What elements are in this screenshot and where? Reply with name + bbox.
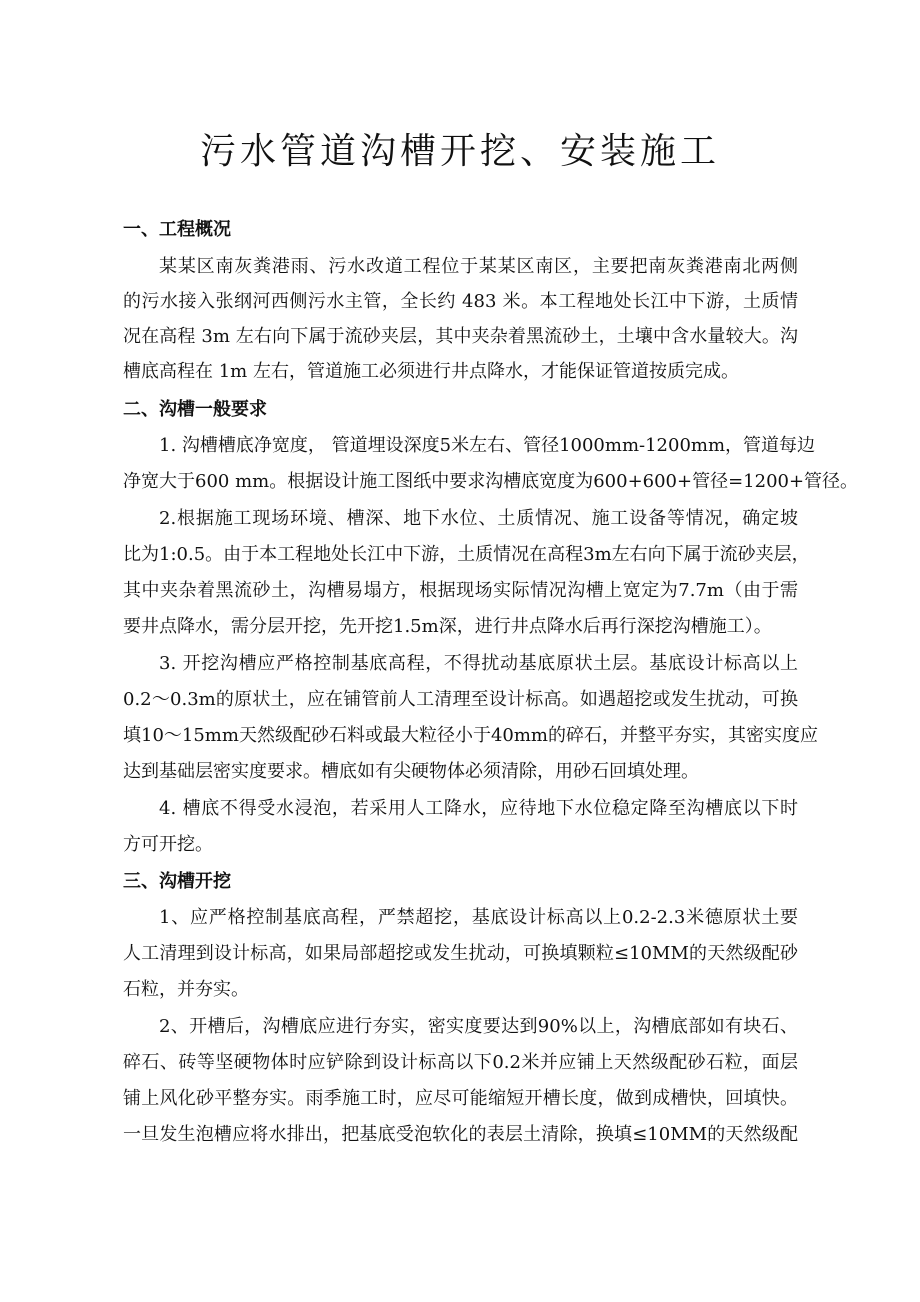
paragraph-line: 况在高程 3m 左右向下属于流砂夹层，其中夹杂着黑流砂土，土壤中含水量较大。沟: [123, 326, 798, 347]
paragraph-line: 的污水接入张纲河西侧污水主管，全长约 483 米。本工程地处长江中下游，土质情: [123, 291, 798, 312]
paragraph-line: 碎石、砖等坚硬物体时应铲除到设计标高以下0.2米并应铺上天然级配砂石粒，面层: [123, 1052, 798, 1073]
paragraph-line: 0.2～0.3m的原状土，应在铺管前人工清理至设计标高。如遇超挖或发生扰动，可换: [123, 689, 798, 710]
paragraph-line: 其中夹杂着黑流砂土，沟槽易塌方，根据现场实际情况沟槽上宽定为7.7m（由于需: [123, 580, 798, 601]
paragraph-line: 人工清理到设计标高，如果局部超挖或发生扰动，可换填颗粒≤10MM的天然级配砂: [123, 943, 798, 964]
paragraph-line: 2、开槽后，沟槽底应进行夯实，密实度要达到90%以上，沟槽底部如有块石、: [159, 1016, 798, 1037]
paragraph-line: 铺上风化砂平整夯实。雨季施工时，应尽可能缩短开槽长度，做到成槽快，回填快。: [123, 1088, 798, 1109]
page-title: 污水管道沟槽开挖、安装施工: [199, 131, 720, 172]
paragraph-line: 要井点降水，需分层开挖，先开挖1.5m深，进行井点降水后再行深挖沟槽施工）。: [123, 616, 772, 637]
paragraph-line: 4. 槽底不得受水浸泡，若采用人工降水，应待地下水位稳定降至沟槽底以下时: [159, 798, 798, 819]
paragraph-line: 比为1:0.5。由于本工程地处长江中下游，土质情况在高程3m左右向下属于流砂夹层，: [123, 544, 810, 565]
paragraph-line: 2.根据施工现场环境、槽深、地下水位、土质情况、施工设备等情况，确定坡: [159, 508, 798, 529]
section-heading-overview: 一、工程概况: [123, 219, 231, 240]
paragraph-line: 净宽大于600 mm。根据设计施工图纸中要求沟槽底宽度为600+600+管径=1200+管径。: [123, 471, 859, 492]
paragraph-line: 一旦发生泡槽应将水排出，把基底受泡软化的表层土清除，换填≤10MM的天然级配: [123, 1124, 798, 1145]
paragraph-line: 石粒，并夯实。: [123, 979, 249, 1000]
paragraph-line: 某某区南灰粪港雨、污水改道工程位于某某区南区，主要把南灰粪港南北两侧: [159, 256, 798, 277]
paragraph-line: 达到基础层密实度要求。槽底如有尖硬物体必须清除，用砂石回填处理。: [123, 761, 699, 782]
paragraph-line: 1. 沟槽槽底净宽度， 管道埋设深度5米左右、管径1000mm-1200mm，管道每边: [159, 435, 816, 456]
paragraph-line: 槽底高程在 1m 左右，管道施工必须进行井点降水，才能保证管道按质完成。: [123, 361, 739, 382]
paragraph-line: 1、应严格控制基底高程，严禁超挖，基底设计标高以上0.2-2.3米德原状土要: [159, 907, 798, 928]
section-heading-trench-excavation: 三、沟槽开挖: [123, 871, 231, 892]
section-heading-trench-requirements: 二、沟槽一般要求: [123, 399, 267, 420]
paragraph-line: 3. 开挖沟槽应严格控制基底高程，不得扰动基底原状土层。基底设计标高以上: [159, 653, 798, 674]
paragraph-line: 方可开挖。: [123, 834, 213, 855]
paragraph-line: 填10～15mm天然级配砂石料或最大粒径小于40mm的碎石，并整平夯实，其密实度应: [123, 725, 818, 746]
